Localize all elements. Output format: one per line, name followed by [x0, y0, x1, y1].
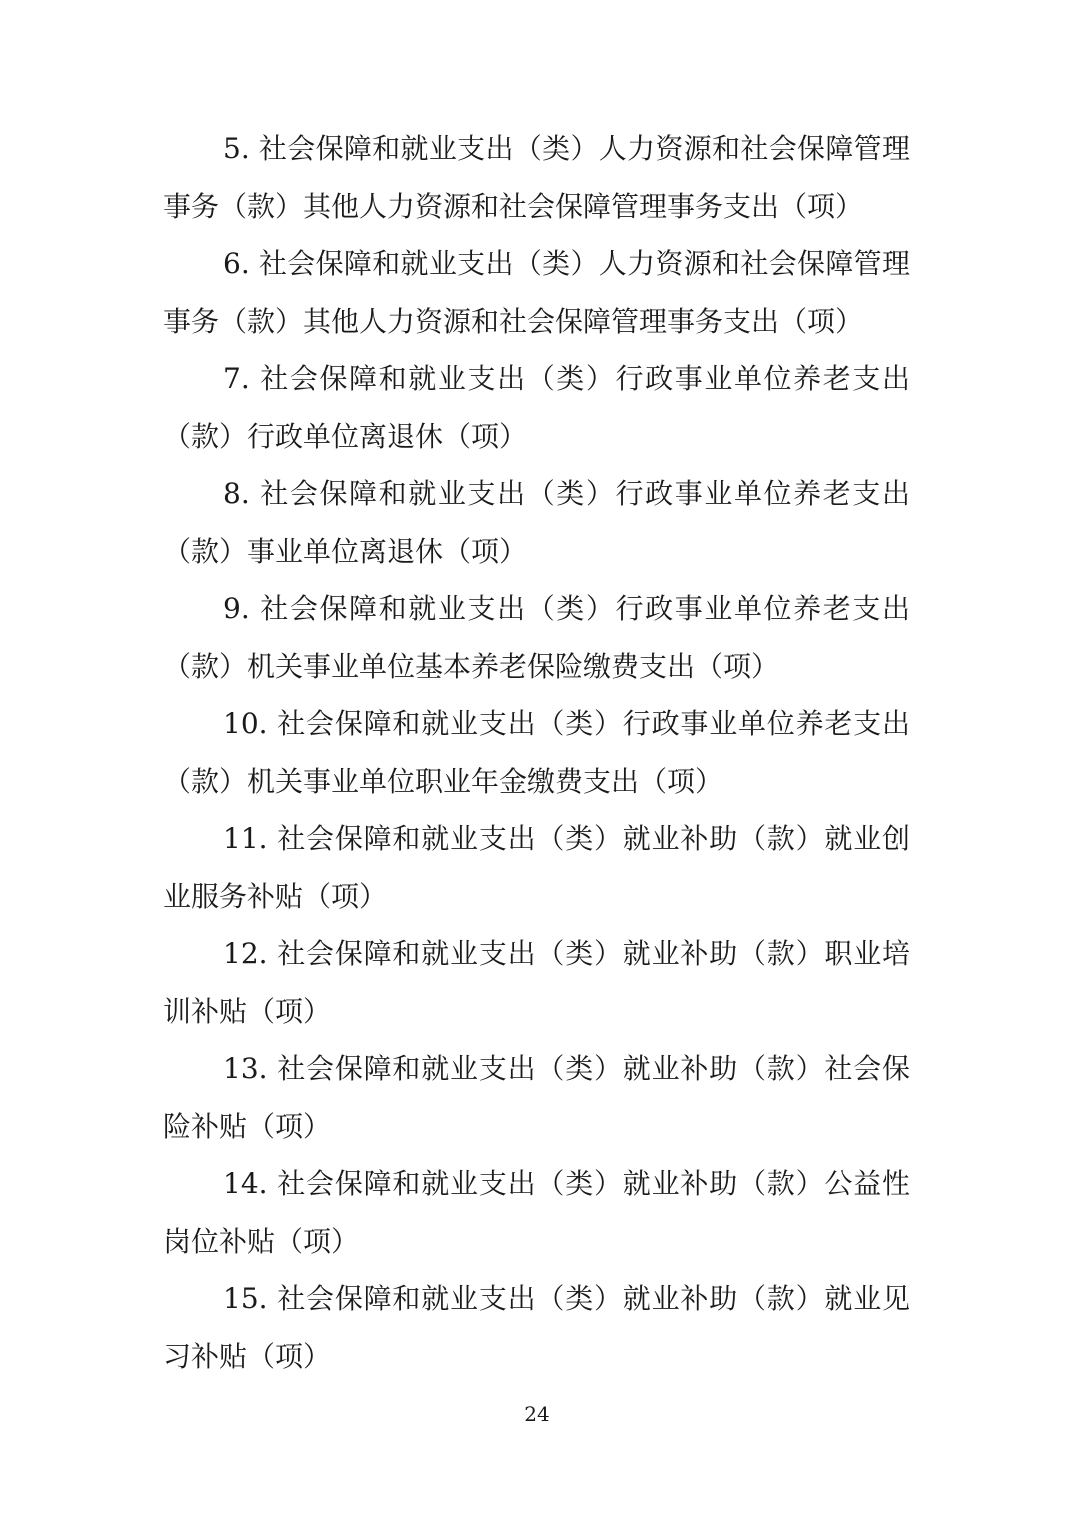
budget-item-10: 10. 社会保障和就业支出（类）行政事业单位养老支出（款）机关事业单位职业年金缴费支出（项） [163, 707, 910, 798]
budget-item-15: 15. 社会保障和就业支出（类）就业补助（款）就业见习补贴（项） [163, 1282, 910, 1373]
budget-item-8: 8. 社会保障和就业支出（类）行政事业单位养老支出（款）事业单位离退休（项） [163, 477, 910, 568]
page-footer [0, 1402, 1074, 1426]
document-body [163, 120, 910, 1385]
budget-item-12: 12. 社会保障和就业支出（类）就业补助（款）职业培训补贴（项） [163, 937, 910, 1028]
budget-item-13: 13. 社会保障和就业支出（类）就业补助（款）社会保险补贴（项） [163, 1052, 910, 1143]
budget-item-14: 14. 社会保障和就业支出（类）就业补助（款）公益性岗位补贴（项） [163, 1167, 910, 1258]
budget-item-9: 9. 社会保障和就业支出（类）行政事业单位养老支出（款）机关事业单位基本养老保险缴费支出（项） [163, 592, 910, 683]
budget-item-5: 5. 社会保障和就业支出（类）人力资源和社会保障管理事务（款）其他人力资源和社会保障管理事务支出（项） [163, 132, 910, 223]
page-number: 24 [524, 1402, 550, 1426]
budget-item-7: 7. 社会保障和就业支出（类）行政事业单位养老支出（款）行政单位离退休（项） [163, 362, 910, 453]
budget-item-11: 11. 社会保障和就业支出（类）就业补助（款）就业创业服务补贴（项） [163, 822, 910, 913]
budget-item-6: 6. 社会保障和就业支出（类）人力资源和社会保障管理事务（款）其他人力资源和社会保障管理事务支出（项） [163, 247, 910, 338]
